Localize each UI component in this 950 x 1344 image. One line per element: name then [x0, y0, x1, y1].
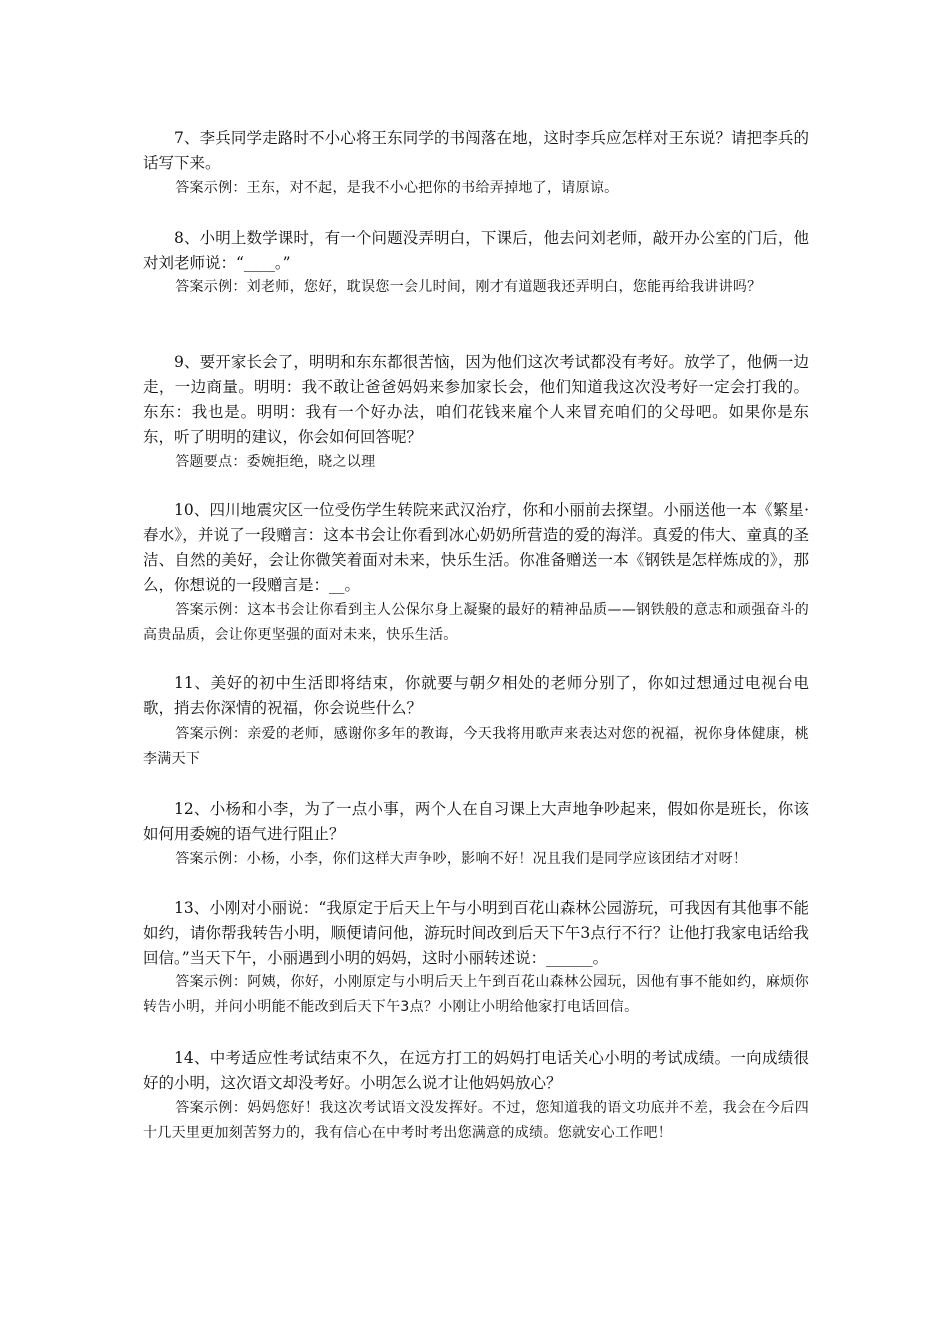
- answer-8: 答案示例：刘老师，您好，耽误您一会儿时间，刚才有道题我还弄明白，您能再给我讲讲吗？: [175, 279, 762, 295]
- answer-14: 答案示例：妈妈您好！我这次考试语文没发挥好。不过，您知道我的语文功底并不差，我会在今后四十几天里更加刻苦努力的，我有信心在中考时考出您满意的成绩。您就安心工作吧！: [143, 1100, 809, 1141]
- question-10: 10、四川地震灾区一位受伤学生转院来武汉治疗，你和小丽前去探望。小丽送他一本《繁星·春水》，并说了一段赠言：这本书会让你看到冰心奶奶所营造的爱的海洋。真爱的伟大、童真的圣洁、自然的美好，会让你微笑着面对未来，快乐生活。你准备赠送一本《钢铁是怎样炼成的》，那么，你想说的一段赠言是：__。: [143, 501, 809, 594]
- answer-13: 答案示例：阿姨，你好，小刚原定与小明后天上午到百花山森林公园玩，因他有事不能如约，麻烦你转告小明，并问小明能不能改到后天下午3点？小刚让小明给他家打电话回信。: [143, 974, 809, 1015]
- question-12: 12、小杨和小李，为了一点小事，两个人在自习课上大声地争吵起来，假如你是班长，你该如何用委婉的语气进行阻止？: [143, 800, 809, 843]
- answer-9: 答题要点：委婉拒绝，晓之以理: [175, 454, 376, 470]
- answer-7: 答案示例：王东，对不起，是我不小心把你的书给弄掉地了，请原谅。: [175, 180, 619, 196]
- question-7: 7、李兵同学走路时不小心将王东同学的书闯落在地，这时李兵应怎样对王东说？请把李兵的话写下来。: [143, 129, 809, 172]
- question-14: 14、中考适应性考试结束不久，在远方打工的妈妈打电话关心小明的考试成绩。一向成绩很好的小明，这次语文却没考好。小明怎么说才让他妈妈放心？: [143, 1049, 809, 1092]
- answer-12: 答案示例：小杨，小李，你们这样大声争吵，影响不好！况且我们是同学应该团结才对呀！: [175, 851, 748, 867]
- question-8: 8、小明上数学课时，有一个问题没弄明白，下课后，他去问刘老师，敲开办公室的门后，他对刘老师说：“____。”: [143, 229, 809, 272]
- question-9: 9、要开家长会了，明明和东东都很苦恼，因为他们这次考试都没有考好。放学了，他俩一边走，一边商量。明明：我不敢让爸爸妈妈来参加家长会，他们知道我这次没考好一定会打我的。东东：我也是。明明：我有一个好办法，咱们花钱来雇个人来冒充咱们的父母吧。如果你是东东，听了明明的建议，你会如何回答呢？: [143, 353, 809, 446]
- answer-10: 答案示例：这本书会让你看到主人公保尔身上凝聚的最好的精神品质——钢铁般的意志和顽强奋斗的高贵品质，会让你更坚强的面对未来，快乐生活。: [143, 602, 809, 643]
- question-11: 11、美好的初中生活即将结束，你就要与朝夕相处的老师分别了，你如过想通过电视台电歌，捎去你深情的祝福，你会说些什么？: [143, 674, 809, 717]
- answer-11: 答案示例：亲爱的老师，感谢你多年的教诲，今天我将用歌声来表达对您的祝福，祝你身体健康，桃李满天下: [143, 726, 809, 767]
- question-13: 13、小刚对小丽说：“我原定于后天上午与小明到百花山森林公园游玩，可我因有其他事不能如约，请你帮我转告小明，顺便请问他，游玩时间改到后天下午3点行不行？让他打我家电话给我回信。”当天下午，小丽遇到小明的妈妈，这时小丽转述说：______。: [143, 899, 809, 967]
